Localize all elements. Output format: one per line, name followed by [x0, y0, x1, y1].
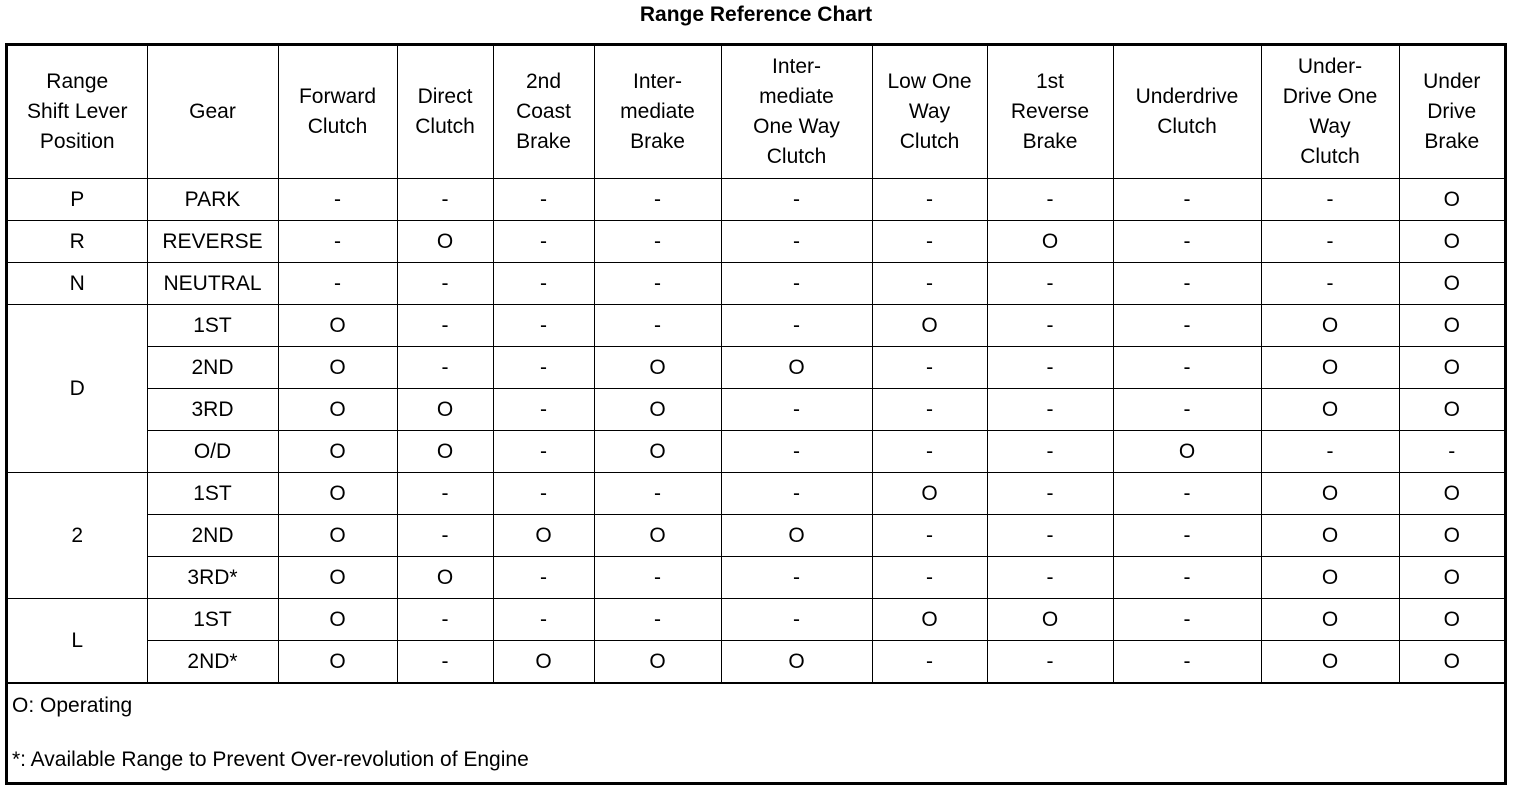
- component-status-cell: -: [397, 263, 493, 305]
- column-header: [1399, 46, 1504, 179]
- column-header-line: Inter-: [771, 55, 821, 78]
- component-status-cell: -: [278, 179, 397, 221]
- component-status-cell: -: [1113, 515, 1261, 557]
- component-status-cell: -: [1113, 641, 1261, 683]
- component-status-cell: -: [594, 557, 721, 599]
- gear-cell: 3RD*: [147, 557, 278, 599]
- chart-title: Range Reference Chart: [639, 3, 873, 26]
- component-status-cell: -: [1113, 473, 1261, 515]
- component-status-cell: -: [493, 431, 594, 473]
- column-header-line: Clutch: [899, 130, 960, 153]
- component-status-cell: O: [278, 599, 397, 641]
- table-row: [8, 179, 1504, 221]
- component-status-cell: -: [721, 431, 872, 473]
- column-header-line: Underdrive: [1135, 85, 1239, 108]
- column-header-line: Way: [1309, 115, 1351, 138]
- column-header-line: Brake: [1424, 130, 1480, 153]
- component-status-cell: -: [872, 515, 987, 557]
- component-status-cell: O: [1399, 515, 1504, 557]
- component-status-cell: -: [397, 179, 493, 221]
- gear-cell: NEUTRAL: [147, 263, 278, 305]
- component-status-cell: -: [987, 641, 1113, 683]
- component-status-cell: -: [872, 431, 987, 473]
- table-row: [8, 431, 1504, 473]
- column-header: [1113, 46, 1261, 179]
- component-status-cell: O: [872, 305, 987, 347]
- component-status-cell: -: [721, 599, 872, 641]
- column-header: [278, 46, 397, 179]
- component-status-cell: -: [1261, 431, 1399, 473]
- component-status-cell: -: [397, 515, 493, 557]
- component-status-cell: O: [278, 431, 397, 473]
- component-status-cell: -: [1261, 221, 1399, 263]
- component-status-cell: -: [1113, 599, 1261, 641]
- component-status-cell: -: [721, 263, 872, 305]
- range-position-cell: N: [8, 263, 147, 305]
- component-status-cell: O: [721, 515, 872, 557]
- column-header-line: Coast: [516, 100, 571, 123]
- legend-notes: [8, 683, 1504, 781]
- component-status-cell: O: [397, 557, 493, 599]
- component-status-cell: -: [987, 473, 1113, 515]
- component-status-cell: -: [493, 179, 594, 221]
- column-header-line: One Way: [753, 115, 840, 138]
- component-status-cell: -: [594, 305, 721, 347]
- component-status-cell: -: [721, 473, 872, 515]
- column-header-line: Brake: [630, 130, 685, 153]
- component-status-cell: O: [1399, 221, 1504, 263]
- range-position-cell: 2: [8, 473, 147, 599]
- component-status-cell: O: [1113, 431, 1261, 473]
- component-status-cell: -: [493, 599, 594, 641]
- table-row: [8, 347, 1504, 389]
- component-status-cell: -: [721, 389, 872, 431]
- component-status-cell: -: [278, 263, 397, 305]
- component-status-cell: -: [987, 515, 1113, 557]
- column-header: [8, 46, 147, 179]
- component-status-cell: -: [1113, 347, 1261, 389]
- component-status-cell: O: [1261, 515, 1399, 557]
- column-header-line: Drive One: [1282, 85, 1378, 108]
- component-status-cell: O: [594, 515, 721, 557]
- column-header-line: Gear: [189, 100, 236, 123]
- component-status-cell: -: [1399, 431, 1504, 473]
- component-status-cell: -: [1113, 389, 1261, 431]
- component-status-cell: O: [397, 389, 493, 431]
- gear-cell: 1ST: [147, 599, 278, 641]
- component-status-cell: -: [594, 179, 721, 221]
- component-status-cell: -: [397, 473, 493, 515]
- component-status-cell: O: [1261, 641, 1399, 683]
- component-status-cell: -: [397, 347, 493, 389]
- range-position-cell: P: [8, 179, 147, 221]
- column-header: [721, 46, 872, 179]
- column-header-line: Clutch: [1157, 115, 1217, 138]
- component-status-cell: O: [1399, 347, 1504, 389]
- table-row: [8, 641, 1504, 683]
- component-status-cell: O: [1261, 305, 1399, 347]
- component-status-cell: -: [1113, 179, 1261, 221]
- component-status-cell: -: [872, 389, 987, 431]
- column-header-line: Direct: [417, 85, 473, 108]
- column-header-line: Low One: [887, 70, 972, 93]
- component-status-cell: O: [1399, 389, 1504, 431]
- gear-cell: 1ST: [147, 473, 278, 515]
- component-status-cell: -: [987, 305, 1113, 347]
- column-header-line: Inter-: [632, 70, 682, 93]
- component-status-cell: O: [1399, 557, 1504, 599]
- component-status-cell: -: [987, 347, 1113, 389]
- component-status-cell: -: [493, 473, 594, 515]
- component-status-cell: -: [721, 179, 872, 221]
- component-status-cell: -: [1261, 263, 1399, 305]
- column-header: [987, 46, 1113, 179]
- column-header: [1261, 46, 1399, 179]
- component-status-cell: O: [1399, 179, 1504, 221]
- component-status-cell: O: [278, 347, 397, 389]
- column-header-line: 2nd: [525, 70, 562, 93]
- component-status-cell: -: [594, 263, 721, 305]
- component-status-cell: O: [1261, 599, 1399, 641]
- component-status-cell: O: [1261, 473, 1399, 515]
- component-status-cell: -: [721, 557, 872, 599]
- component-status-cell: -: [987, 389, 1113, 431]
- gear-cell: REVERSE: [147, 221, 278, 263]
- range-position-cell: D: [8, 305, 147, 473]
- component-status-cell: O: [987, 221, 1113, 263]
- gear-cell: 2ND: [147, 515, 278, 557]
- component-status-cell: -: [872, 179, 987, 221]
- component-status-cell: -: [594, 473, 721, 515]
- table-row: [8, 515, 1504, 557]
- component-status-cell: O: [278, 389, 397, 431]
- component-status-cell: -: [987, 557, 1113, 599]
- component-status-cell: O: [1399, 599, 1504, 641]
- component-status-cell: -: [1113, 221, 1261, 263]
- component-status-cell: -: [493, 557, 594, 599]
- component-status-cell: -: [493, 305, 594, 347]
- component-status-cell: O: [594, 347, 721, 389]
- table-row: [8, 221, 1504, 263]
- component-status-cell: -: [594, 599, 721, 641]
- column-header-line: mediate: [620, 100, 695, 123]
- column-header-line: Under: [1423, 70, 1481, 93]
- component-status-cell: O: [872, 599, 987, 641]
- table-row: [8, 599, 1504, 641]
- column-header-line: Brake: [516, 130, 571, 153]
- component-status-cell: O: [987, 599, 1113, 641]
- component-status-cell: O: [1399, 305, 1504, 347]
- gear-cell: 1ST: [147, 305, 278, 347]
- component-status-cell: O: [594, 389, 721, 431]
- component-status-cell: O: [1261, 557, 1399, 599]
- column-header: [594, 46, 721, 179]
- component-status-cell: O: [1399, 263, 1504, 305]
- component-status-cell: O: [721, 347, 872, 389]
- component-status-cell: O: [278, 305, 397, 347]
- table-row: [8, 557, 1504, 599]
- component-status-cell: O: [872, 473, 987, 515]
- component-status-cell: O: [1399, 473, 1504, 515]
- component-status-cell: O: [397, 431, 493, 473]
- column-header-line: Range: [46, 70, 109, 93]
- component-status-cell: -: [493, 263, 594, 305]
- range-position-cell: L: [8, 599, 147, 683]
- component-status-cell: -: [493, 389, 594, 431]
- component-status-cell: -: [1113, 557, 1261, 599]
- column-header: [493, 46, 594, 179]
- component-status-cell: -: [872, 221, 987, 263]
- column-header-line: Drive: [1427, 100, 1477, 123]
- component-status-cell: -: [721, 305, 872, 347]
- table-body: [8, 179, 1504, 683]
- available-range-note: *: Available Range to Prevent Over-revolution of Engine: [12, 748, 529, 771]
- range-table-grid: [8, 46, 1504, 683]
- column-header-line: Shift Lever: [27, 100, 128, 123]
- gear-cell: 2ND: [147, 347, 278, 389]
- component-status-cell: -: [987, 431, 1113, 473]
- component-status-cell: -: [872, 641, 987, 683]
- component-status-cell: -: [397, 599, 493, 641]
- column-header: [397, 46, 493, 179]
- header-row: [8, 46, 1504, 179]
- component-status-cell: -: [493, 221, 594, 263]
- component-status-cell: -: [1113, 305, 1261, 347]
- table-row: [8, 263, 1504, 305]
- component-status-cell: O: [397, 221, 493, 263]
- table-row: [8, 389, 1504, 431]
- column-header-line: Under-: [1297, 55, 1363, 78]
- component-status-cell: O: [721, 641, 872, 683]
- component-status-cell: O: [594, 641, 721, 683]
- component-status-cell: O: [1261, 389, 1399, 431]
- component-status-cell: O: [278, 473, 397, 515]
- column-header-line: 1st: [1035, 70, 1064, 93]
- column-header-line: Clutch: [307, 115, 368, 138]
- operating-note: O: Operating: [12, 694, 133, 717]
- column-header-line: Position: [39, 130, 115, 153]
- component-status-cell: O: [1399, 641, 1504, 683]
- component-status-cell: -: [1261, 179, 1399, 221]
- component-status-cell: O: [493, 641, 594, 683]
- range-position-cell: R: [8, 221, 147, 263]
- gear-cell: 2ND*: [147, 641, 278, 683]
- gear-cell: 3RD: [147, 389, 278, 431]
- column-header-line: Brake: [1022, 130, 1078, 153]
- component-status-cell: O: [1261, 347, 1399, 389]
- column-header-line: Clutch: [766, 145, 827, 168]
- column-header-line: Clutch: [415, 115, 475, 138]
- column-header-line: mediate: [759, 85, 834, 108]
- column-header: [872, 46, 987, 179]
- column-header-line: Reverse: [1010, 100, 1090, 123]
- column-header-line: Forward: [298, 85, 377, 108]
- component-status-cell: -: [1113, 263, 1261, 305]
- column-header: [147, 46, 278, 179]
- range-reference-table: [5, 43, 1507, 785]
- component-status-cell: -: [278, 221, 397, 263]
- gear-cell: PARK: [147, 179, 278, 221]
- component-status-cell: O: [594, 431, 721, 473]
- component-status-cell: -: [493, 347, 594, 389]
- column-header-line: Clutch: [1300, 145, 1360, 168]
- component-status-cell: O: [278, 515, 397, 557]
- component-status-cell: -: [397, 641, 493, 683]
- component-status-cell: -: [594, 221, 721, 263]
- column-header-line: Way: [908, 100, 951, 123]
- component-status-cell: O: [278, 641, 397, 683]
- component-status-cell: -: [987, 263, 1113, 305]
- component-status-cell: O: [493, 515, 594, 557]
- component-status-cell: -: [872, 263, 987, 305]
- table-row: [8, 305, 1504, 347]
- component-status-cell: -: [872, 347, 987, 389]
- table-row: [8, 473, 1504, 515]
- gear-cell: O/D: [147, 431, 278, 473]
- component-status-cell: -: [397, 305, 493, 347]
- component-status-cell: -: [721, 221, 872, 263]
- component-status-cell: -: [987, 179, 1113, 221]
- component-status-cell: -: [872, 557, 987, 599]
- component-status-cell: O: [278, 557, 397, 599]
